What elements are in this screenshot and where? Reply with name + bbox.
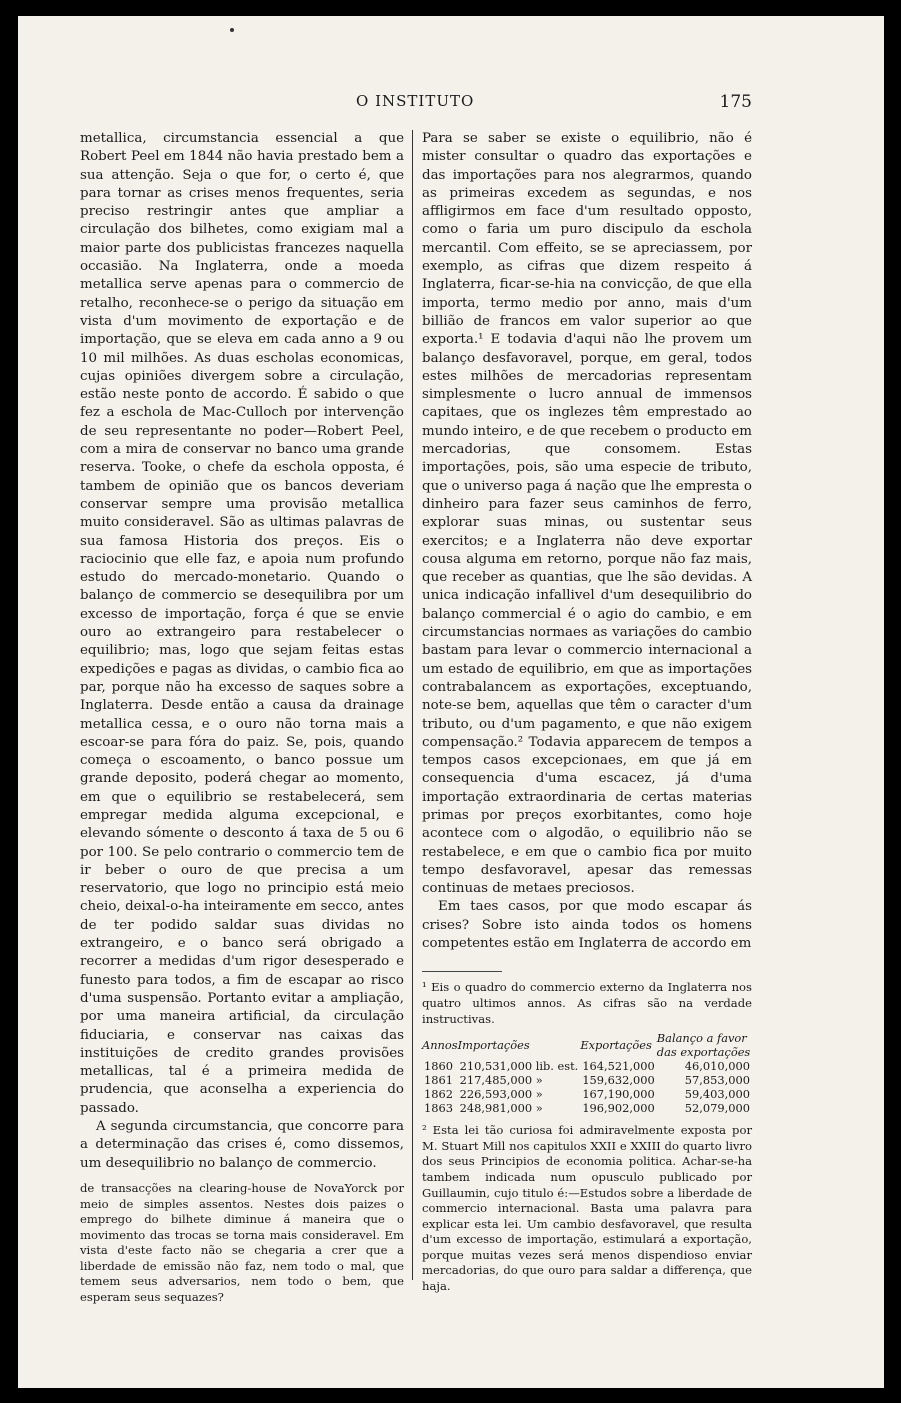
footnote-2: ² Esta lei tão curiosa foi admiravelmente exposta por M. Stuart Mill nos capitulos XXII e XXIII do quarto livro dos seus Principios de economia politica. Achar-se-ha tambem indicada num opusculo publicado por Guillaumin, cujo titulo é:—Estudos sobre a liberdade de commercio internacional. Basta uma palavra para explicar esta lei. Um cambio desfavoravel, que resulta d'um excesso de importação, estimulará a exportação, porque muitas vezes será menos dispendioso enviar mercadorias, do que ouro para saldar a differença, que haja. xyxy=(422,1123,752,1294)
table-cell xyxy=(458,1101,581,1115)
paragraph: Em taes casos, por que modo escapar ás crises? Sobre isto ainda todos os homens competentes estão em Inglaterra de accordo em xyxy=(422,899,752,952)
table-header-row xyxy=(422,1031,752,1059)
footnote-continuation: de transacções na clearing-house de NovaYorck por meio de simples assentos. Nestes dois paizes o emprego do bilhete diminue á maneira que o movimento das trocas se torna mais consideravel. Em vista d'este facto não se chegaria a crer que a liberdade de emissão não faz, nem todo o mal, que temem seus adversarios, nem todo o bem, que esperam seus sequazes? xyxy=(80,1180,404,1305)
table-cell xyxy=(458,1087,581,1101)
table-cell: 46,010,000 xyxy=(684,1059,750,1074)
table-header: Annos xyxy=(422,1038,458,1053)
table-cell: 1862 xyxy=(424,1087,453,1102)
table-cell-value: 217,485,000 xyxy=(459,1073,533,1088)
ditto-mark: » xyxy=(535,1087,543,1102)
running-header xyxy=(18,92,884,116)
paragraph: Para se saber se existe o equilibrio, não é mister consultar o quadro das exportações e das importações para nos alegrarmos, quando as primeiras excedem as segundas, e nos affligirmos em face d'um resultado opposto, como o faria um puro discipulo da eschola mercantil. Com effeito, se se apreciassem, por exemplo, as cifras que dizem respeito á Inglaterra, ficar-se-hia na convicção, de que ella importa, termo medio por anno, mais d'um billião de francos em valor superior ao que exporta.¹ E todavia d'aqui não lhe provem um balanço desfavoravel, porque, em geral, todos estes milhões de mercadorias representam simplesmente o lucro annual de immensos capitaes, que os inglezes têm emprestado ao mundo inteiro, e de que recebem o producto em mercadorias, que consomem. Estas importações, pois, são uma especie de tributo, que o universo paga á nação que lhe empresta o dinheiro para fazer seus caminhos de ferro, explorar suas minas, ou sustentar seus exercitos; e a Inglaterra não deve exportar cousa alguma em retorno, porque não faz mais, que receber as quantias, que lhe são devidas. A unica indicação infallivel d'um desequilibrio do balanço commercial é o agio do cambio, e em circumstancias normaes as variações do cambio bastam para levar o commercio internacional a um estado de equilibrio, em que as importações contrabalancem as exportações, exceptuando, note-se bem, aquellas que têm o caracter d'um tributo, ou d'um pagamento, e que não exigem compensação.² Todavia apparecem de tempos a tempos casos excepcionaes, em que já em consequencia d'uma escacez, já d'uma importação extraordinaria de certas materias primas por preços exorbitantes, como hoje acontece com o algodão, o equilibrio não se restabelece, e em que o cambio fica por muito tempo desfavoravel, apesar das remessas continuas de metaes preciosos. xyxy=(422,131,752,897)
table-header: Importações xyxy=(457,1038,530,1053)
table-cell: 1861 xyxy=(424,1073,453,1088)
trade-table xyxy=(422,1031,752,1115)
table-row xyxy=(422,1087,752,1101)
table-cell xyxy=(458,1073,581,1087)
table-cell: 1860 xyxy=(424,1059,453,1074)
table-cell: 210,531,000 lib. est. xyxy=(459,1059,579,1074)
ditto-mark: » xyxy=(535,1101,543,1116)
paragraph: A segunda circumstancia, que concorre para a determinação das crises é, como dissemos, um desequilibrio no balanço de commercio. xyxy=(80,1119,404,1171)
table-cell: 57,853,000 xyxy=(684,1073,750,1088)
table-row xyxy=(422,1059,752,1073)
page-number: 175 xyxy=(719,92,752,112)
table-cell: 1863 xyxy=(424,1101,453,1116)
paragraph: metallica, circumstancia essencial a que Robert Peel em 1844 não havia prestado bem a sua attenção. Seja o que for, o certo é, que para tornar as crises menos frequentes, seria preciso restringir antes que ampliar a circulação dos bilhetes, como exigiam mal a maior parte dos publicistas francezes naquella occasião. Na Inglaterra, onde a moeda metallica serve apenas para o commercio de retalho, reconhece-se o perigo da situação em vista d'um movimento de exportação e de importação, que se eleva em cada anno a 9 ou 10 mil milhões. As duas escholas economicas, cujas opiniões divergem sobre a circulação, estão neste ponto de accordo. É sabido o que fez a eschola de Mac-Culloch por intervenção de seu representante no poder—Robert Peel, com a mira de conservar no banco uma grande reserva. Tooke, o chefe da eschola opposta, é tambem de opinião que os bancos deveriam conservar sempre uma provisão metallica muito consideravel. São as ultimas palavras de sua famosa Historia dos preços. Eis o raciocinio que elle faz, e apoia num profundo estudo do mercado-monetario. Quando o balanço de commercio se desequilibra por um excesso de importação, força é que se envie ouro ao extrangeiro para restabelecer o equilibrio; mas, logo que sejam feitas estas expedições e pagas as dividas, o cambio fica ao par, porque não ha excesso de saques sobre a Inglaterra. Desde então a causa da drainage metallica cessa, e o ouro não torna mais a escoar-se para fóra do paiz. Se, pois, quando começa o escoamento, o banco possue um grande deposito, poderá chegar ao momento, em que o equilibrio se restabelecerá, sem empregar medida alguma excepcional, e elevando sómente o desconto á taxa de 5 ou 6 por 100. Se pelo contrario o commercio tem de ir beber o ouro de que precisa a um reservatorio, que logo no principio está meio cheio, deixal-o-ha inteiramente em secco, antes de ter podido saldar suas dividas no extrangeiro, e o banco será obrigado a recorrer a medidas d'um rigor desesperado e funesto para todos, a fim de escapar ao risco d'uma suspensão. Portanto evitar a ampliação, por uma maneira artificial, da circulação fiduciaria, e conservar nas caixas das instituições de credito grandes provisões metallicas, tal é a primeira medida de prudencia, que aconselha a experiencia do passado. xyxy=(80,131,404,1116)
table-cell: 196,902,000 xyxy=(582,1101,655,1116)
left-column xyxy=(80,130,404,1306)
table-row xyxy=(422,1101,752,1115)
table-row xyxy=(422,1073,752,1087)
table-cell: 167,190,000 xyxy=(582,1087,655,1102)
footnote-separator xyxy=(422,971,502,972)
table-header: Balanço a favor das exportações xyxy=(656,1031,751,1060)
ink-speck xyxy=(230,28,234,32)
right-column xyxy=(422,130,752,1295)
table-cell: 59,403,000 xyxy=(684,1087,750,1102)
table-cell-value: 248,981,000 xyxy=(459,1101,533,1116)
table-cell: 52,079,000 xyxy=(684,1101,750,1116)
footnote-1: ¹ Eis o quadro do commercio externo da Inglaterra nos quatro ultimos annos. As cifras são na verdade instructivas. xyxy=(422,980,752,1026)
table-cell: 164,521,000 xyxy=(582,1059,655,1074)
table-cell: 159,632,000 xyxy=(582,1073,655,1088)
ditto-mark: » xyxy=(535,1073,543,1088)
column-divider xyxy=(412,130,413,1280)
table-header: Exportações xyxy=(580,1038,652,1053)
journal-title: O INSTITUTO xyxy=(356,92,475,110)
book-page xyxy=(18,16,884,1388)
table-cell-value: 226,593,000 xyxy=(459,1087,533,1102)
